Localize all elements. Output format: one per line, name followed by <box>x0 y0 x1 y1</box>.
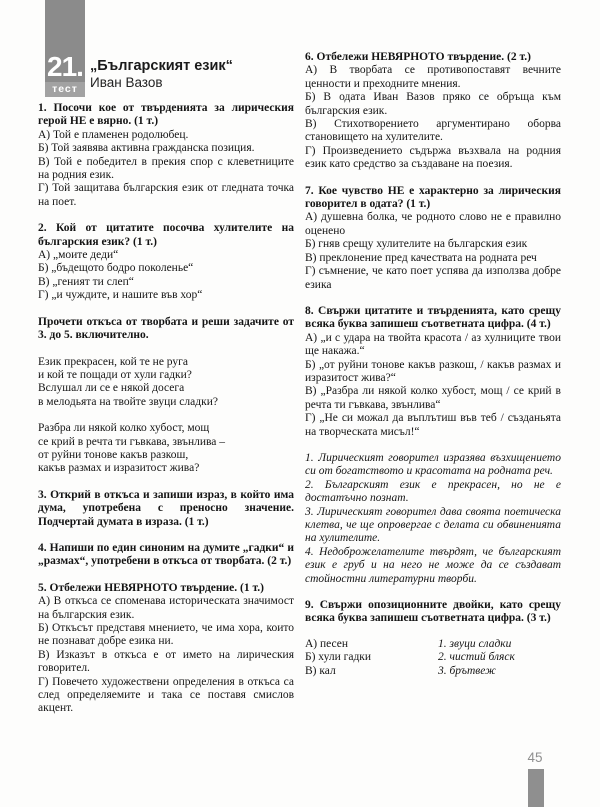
question-5-option-v: В) Изказът в откъса е от името на лирическия говорител. <box>38 648 294 675</box>
test-number-tab <box>45 0 85 97</box>
question-6-option-a: А) В творбата се противопоставят вечните ценности и преходните мнения. <box>305 64 561 90</box>
poem-stanza-2 <box>38 422 294 476</box>
question-7-option-a: А) душевна болка, че родното слово не е правилно оценено <box>305 211 561 237</box>
question-8-quote-a: А) „и с удара на твойта красота / аз хулниците твои ще накажа.“ <box>305 331 561 358</box>
question-5-option-b: Б) Откъсът представя мнението, че има хора, които не познават добре езика ни. <box>38 622 294 648</box>
poem-line: Разбра ли някой колко хубост, мощ <box>38 422 210 435</box>
question-9-header: 9. Свържи опозиционните двойки, като срещу всяка буква запишеш съответната цифра. (3 т.) <box>305 599 561 625</box>
question-1-option-b: Б) Той заявява активна гражданска позиция. <box>38 142 255 155</box>
question-6-header: 6. Отбележи НЕВЯРНОТО твърдение. (2 т.) <box>305 51 531 63</box>
question-6-option-v: В) Стихотворението аргументирано оборва становището на хулителите. <box>305 118 561 144</box>
question-1-option-g: Г) Той защитава българския език от гледната точка на поет. <box>38 182 294 208</box>
question-9-letter-b: Б) хули гадки <box>305 651 372 664</box>
title-block <box>90 58 233 91</box>
question-7-option-g: Г) съмнение, че като поет успява да използва добре езика <box>305 265 561 291</box>
poem-excerpt <box>38 356 294 476</box>
question-9-letter-list <box>305 638 438 678</box>
question-2-header: 2. Кой от цитатите посочва хулителите на българския език? (1 т.) <box>38 222 294 248</box>
left-column <box>38 102 294 716</box>
question-9-number-3: 3. брътвеж <box>438 664 496 677</box>
question-3-header: 3. Открий в откъса и запиши израз, в който има дума, употребена с преносно значение. Подчертай думата в израза. (1 т.) <box>38 488 294 528</box>
question-8-quote-g: Г) „Не си можал да въплътиш във теб / създаньята на творческата мисъл!“ <box>305 412 561 438</box>
question-6-option-b: Б) В одата Иван Вазов пряко се обръща към българския език. <box>305 91 561 117</box>
poem-line: от руйни тонове какъв разкош, <box>38 448 189 461</box>
question-2-option-v: В) „геният ти слеп“ <box>38 275 134 288</box>
page-number: 45 <box>527 750 543 765</box>
question-6-option-g: Г) Произведението съдържа възхвала на родния език като средство за създаване на поезия. <box>305 144 561 171</box>
question-7-option-v: В) преклонение пред качествата на родната реч <box>305 251 537 264</box>
question-4-header: 4. Напиши по един синоним на думите „гадки“ и „размах“, употребени в откъса от творбата. (2 т.) <box>38 541 294 568</box>
question-9-letter-a: А) песен <box>305 637 349 650</box>
statement-1: 1. Лирическият говорител изразява възхищението си от богатството и красотата на родната реч. <box>305 451 561 478</box>
test-number: 21. <box>47 51 83 82</box>
question-9-number-1: 1. звуци сладки <box>438 637 512 650</box>
test-label: тест <box>45 82 85 97</box>
poem-line: се крий в речта ти гъвкава, звънлива – <box>38 435 226 448</box>
reading-instruction: Прочети откъса от творбата и реши задачите от 3. до 5. включително. <box>38 315 294 342</box>
poem-line: и кой те пощади от хули гадки? <box>38 368 192 381</box>
question-2-option-b: Б) „бъдещото бодро поколенье“ <box>38 262 194 275</box>
question-8-quote-b: Б) „от руйни тонове какъв разкош, / какъв размах и изразитост жива?“ <box>305 358 561 384</box>
question-9-number-2: 2. чистий бляск <box>438 651 515 664</box>
question-2-option-g: Г) „и чуждите, и нашите във хор“ <box>38 289 203 302</box>
statement-2: 2. Българският език е прекрасен, но не е достатъчно познат. <box>305 478 561 505</box>
question-5-option-g: Г) Повечето художествени определения в откъса са след определяемите и така се поставя смислов акцент. <box>38 675 294 715</box>
poem-line: в мелодьята на твойте звуци сладки? <box>38 395 218 408</box>
poem-line: Вслушал ли се е някой досега <box>38 382 185 395</box>
statement-4: 4. Недоброжелателите твърдят, че българският език е груб и на него не може да се създават стойностни литературни творби. <box>305 545 561 585</box>
question-7-header: 7. Кое чувство НЕ е характерно за лирическия говорител в одата? (1 т.) <box>305 184 561 211</box>
question-5-header: 5. Отбележи НЕВЯРНОТО твърдение. (1 т.) <box>38 581 264 594</box>
poem-line: какъв размах и изразитост жива? <box>38 462 200 475</box>
question-9-number-list <box>438 638 515 678</box>
poem-stanza-1 <box>38 356 294 410</box>
question-1-option-v: В) Той е победител в прекия спор с клеветниците на родния език. <box>38 155 294 182</box>
question-5-option-a: А) В откъса се споменава историческата значимост на българския език. <box>38 595 294 621</box>
author-name: Иван Вазов <box>90 75 163 90</box>
question-7-option-b: Б) гняв срещу хулителите на българския език <box>305 238 528 251</box>
page-number-bar <box>528 769 544 807</box>
poem-line: Език прекрасен, кой те не руга <box>38 355 188 368</box>
statement-3: 3. Лирическият говорител дава своята поетическа клетва, че ще опровергае с делата си обвиненията на хулителите. <box>305 505 561 545</box>
question-9-matching <box>305 638 561 678</box>
question-1-header: 1. Посочи кое от твърденията за лирическия герой НЕ е вярно. (1 т.) <box>38 102 294 128</box>
right-column <box>305 51 561 678</box>
question-2-option-a: А) „моите деди“ <box>38 249 119 262</box>
question-8-quote-v: В) „Разбра ли някой колко хубост, мощ / се крий в речта ти гъвкава, звънлива“ <box>305 385 561 411</box>
question-8-statements <box>305 452 561 586</box>
question-9-letter-v: В) кал <box>305 664 336 677</box>
page-title: „Българският език“ <box>90 58 233 74</box>
question-1-option-a: А) Той е пламенен родолюбец. <box>38 128 189 141</box>
question-8-header: 8. Свържи цитатите и твърденията, като срещу всяка буква запишеш съответната цифра. (4 т.) <box>305 304 561 331</box>
